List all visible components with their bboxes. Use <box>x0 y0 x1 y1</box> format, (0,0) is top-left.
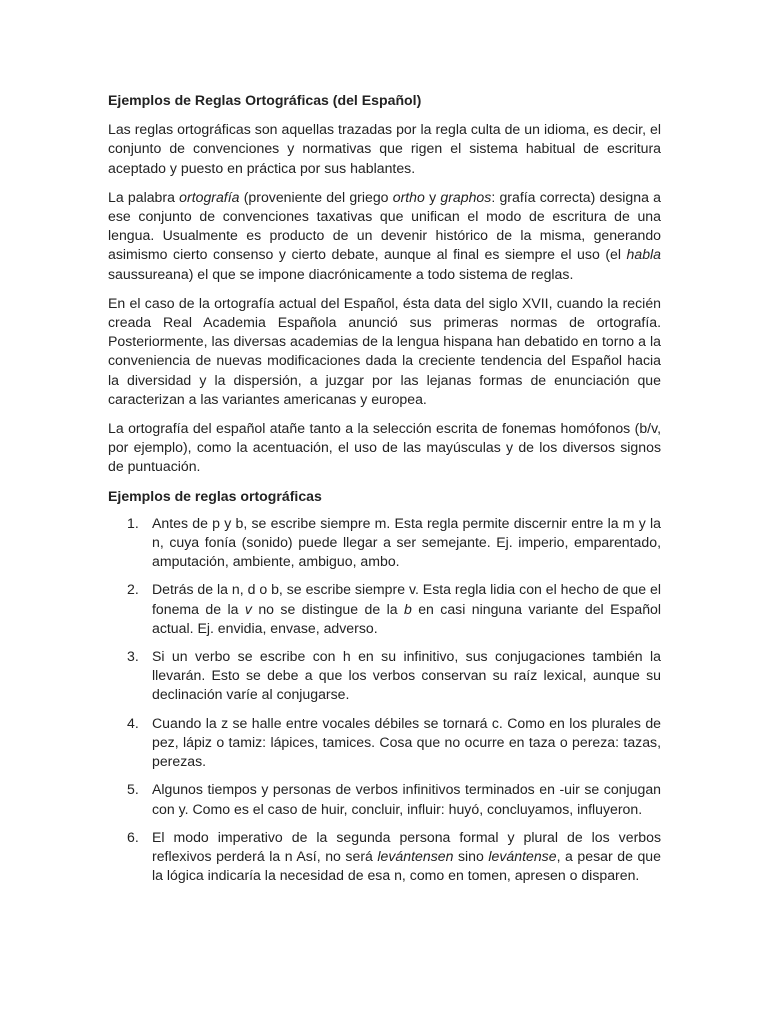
list-item-number: 1. <box>127 514 139 531</box>
italic-term: ortho <box>392 188 425 205</box>
text-run: y <box>424 188 441 205</box>
italic-term: levántensen <box>377 847 454 864</box>
rules-list <box>108 514 661 885</box>
list-item-number: 6. <box>127 828 139 845</box>
paragraph-ortografia <box>108 188 661 284</box>
text-run: (proveniente del griego <box>239 188 393 205</box>
text-run: Detrás de la n, d o b, se escribe siempre v. Esta regla lidia con el hecho de que el fonema de la <box>152 581 661 617</box>
paragraph-scope: La ortografía del español atañe tanto a la selección escrita de fonemas homófonos (b/v, por ejemplo), como la acentuación, el uso de las mayúsculas y de los diversos signos de puntuación. <box>108 420 661 475</box>
list-item <box>108 828 661 886</box>
text-run: : grafía correcta) designa a ese conjunto de convenciones taxativas que unifican el modo de escritura de una lengua. Usualmente es producto de un devenir histórico de la misma, generando asimismo cierto consenso y cierto debate, aunque al final es siempre el uso (el <box>108 188 661 263</box>
paragraph-history: En el caso de la ortografía actual del Español, ésta data del siglo XVII, cuando la recién creada Real Academia Española anunció sus primeras normas de ortografía. Posteriormente, las diversas academias de la lengua hispana han debatido en torno a la conveniencia de nuevas modificaciones dada la creciente tendencia del Español hacia la diversidad y la dispersión, a juzgar por las lejanas formas de enunciación que caracterizan a las variantes americanas y europea. <box>108 294 661 407</box>
list-item <box>108 580 661 638</box>
list-item-text: Algunos tiempos y personas de verbos infinitivos terminados en -uir se conjugan con y. Como es el caso de huir, concluir, influir: huyó, concluyamos, influyeron. <box>152 781 661 817</box>
list-item-number: 5. <box>127 781 139 798</box>
list-item-text: Si un verbo se escribe con h en su infinitivo, sus conjugaciones también la llevarán. Esto se debe a que los verbos conservan su raíz lexical, aunque su declinación varíe al conjugarse. <box>152 648 661 703</box>
italic-term: v <box>244 600 252 617</box>
text-run: en casi ninguna variante del Español actual. Ej. envidia, envase, adverso. <box>152 600 662 636</box>
text-run: , a pesar de que la lógica indicaría la necesidad de esa n, como en tomen, apresen o disparen. <box>152 847 661 884</box>
text-run: El modo imperativo de la segunda persona formal y plural de los verbos reflexivos perderá la n Así, no será <box>152 828 661 864</box>
list-item-text: Cuando la z se halle entre vocales débiles se tornará c. Como en los plurales de pez, lápiz o tamiz: lápices, tamices. Cosa que no ocurre en taza o pereza: tazas, perezas. <box>152 714 661 770</box>
italic-term: b <box>403 600 412 617</box>
text-run: saussureana) el que se impone diacrónicamente a todo sistema de reglas. <box>108 265 574 282</box>
paragraph-intro: Las reglas ortográficas son aquellas trazadas por la regla culta de un idioma, es decir, el conjunto de convenciones y normativas que rigen el sistema habitual de escritura aceptado y puesto en práctica por sus hablantes. <box>108 121 661 176</box>
list-item <box>108 714 661 772</box>
list-item <box>108 514 661 572</box>
italic-term: habla <box>626 246 661 263</box>
italic-term: graphos <box>440 188 492 205</box>
text-run: sino <box>453 847 489 864</box>
italic-term: levántense <box>488 847 557 864</box>
list-item-number: 3. <box>127 648 139 665</box>
list-item-text <box>152 829 661 883</box>
document-page <box>108 91 661 894</box>
text-run: La palabra <box>108 188 180 205</box>
section-subtitle: Ejemplos de reglas ortográficas <box>108 487 322 504</box>
document-title: Ejemplos de Reglas Ortográficas (del Español) <box>108 92 422 108</box>
list-item <box>108 647 661 705</box>
list-item-number: 4. <box>127 714 139 731</box>
list-item-text: Antes de p y b, se escribe siempre m. Esta regla permite discernir entre la m y la n, cuya fonía (sonido) puede llegar a ser semejante. Ej. imperio, emparentado, amputación, ambiente, ambiguo, ambo. <box>152 514 661 570</box>
list-item <box>108 780 661 818</box>
list-item-text <box>152 581 661 635</box>
list-item-number: 2. <box>127 581 139 598</box>
italic-term: ortografía <box>179 188 240 205</box>
text-run: no se distingue de la <box>251 600 404 617</box>
